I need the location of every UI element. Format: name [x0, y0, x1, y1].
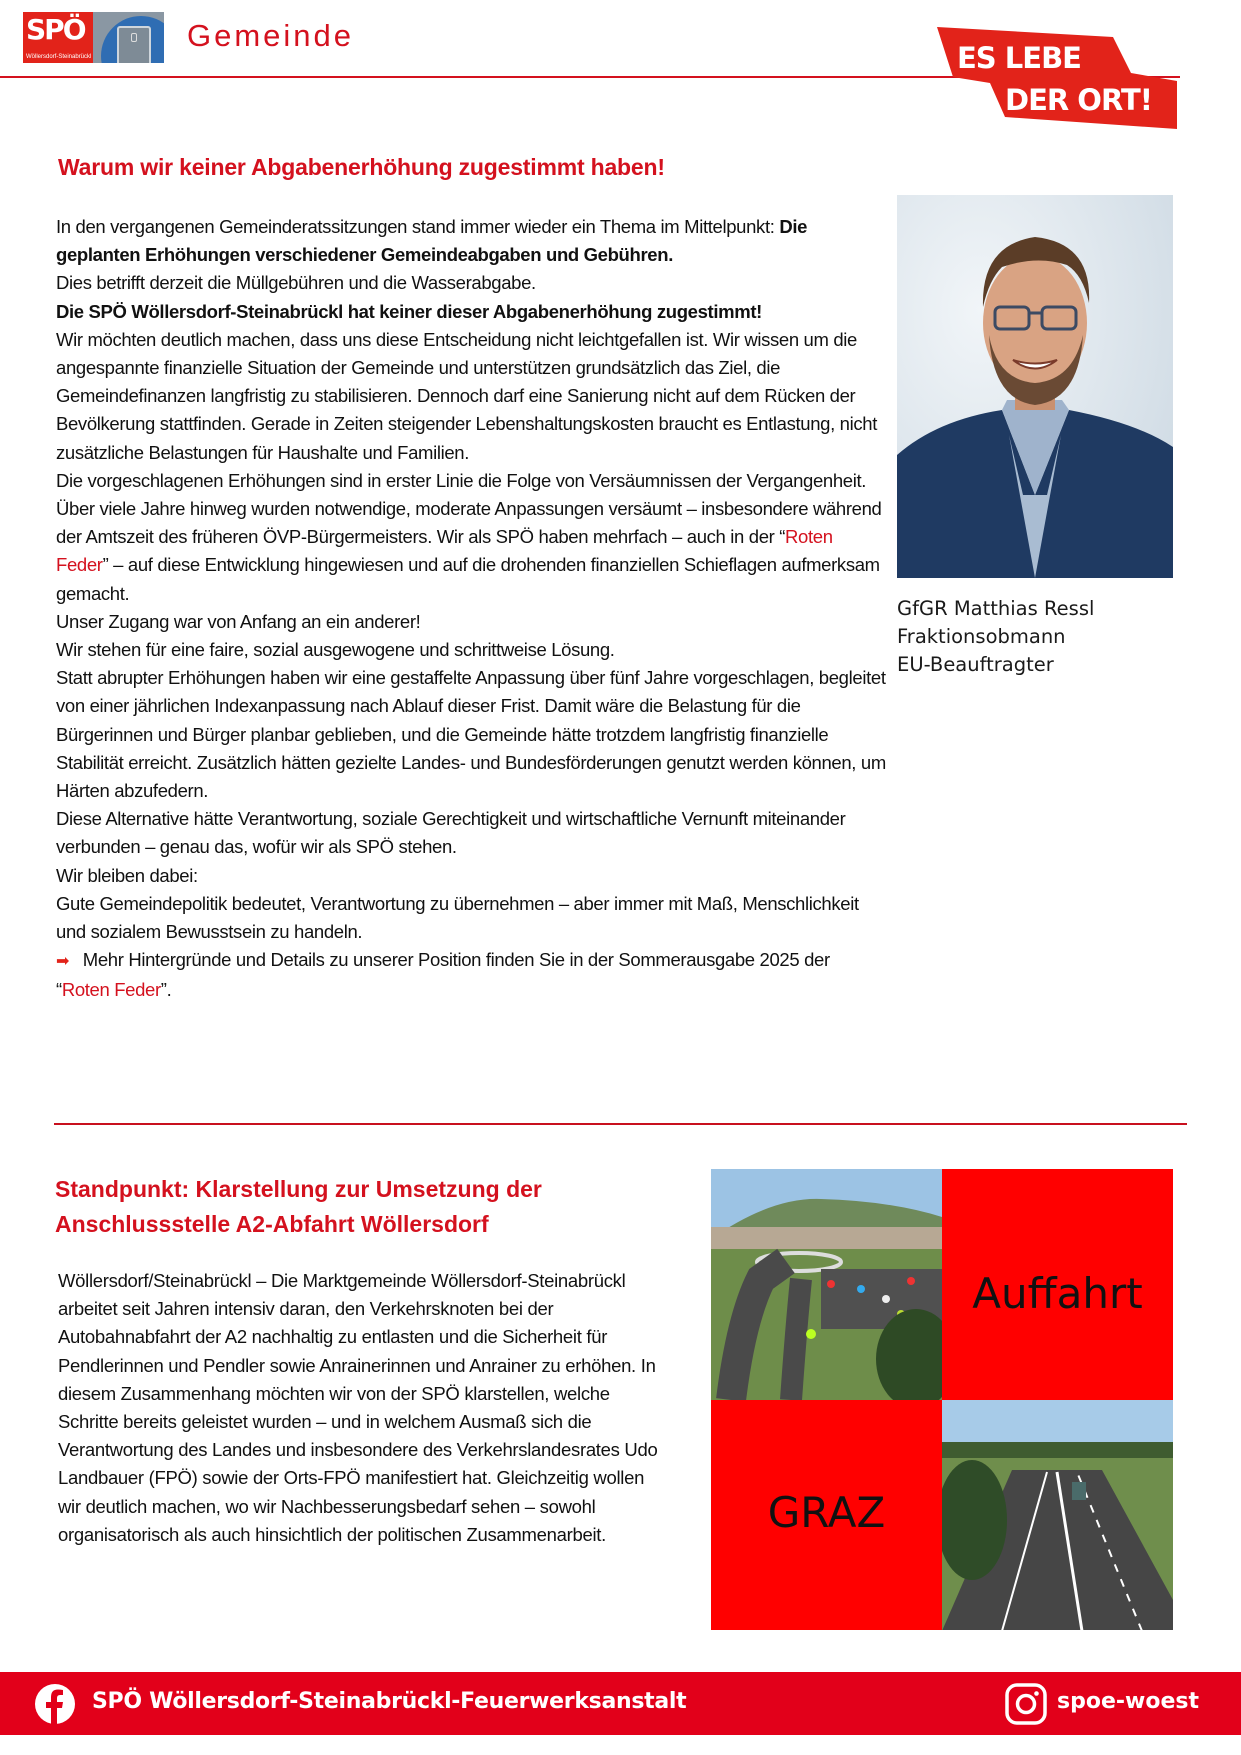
article1-paragraph: Die vorgeschlagenen Erhöhungen sind in erster Linie die Folge von Versäumnissen der Vergangenheit. Über viele Jahre hinweg wurden notwendige, moderate Anpassungen versäumt – insbesondere während der Amtszeit des früheren ÖVP-Bürgermeisters. Wir als SPÖ haben mehrfach – auch in der “Roten Feder” – auf diese Entwicklung hingewiesen und auf die drohenden finanziellen Schieflagen aufmerksam gemacht.	[56, 469, 882, 604]
collage-label-top: Auffahrt	[972, 1269, 1143, 1318]
arrow-right-icon: ➡	[56, 953, 70, 971]
article1-paragraph: Wir möchten deutlich machen, dass uns diese Entscheidung nicht leichtgefallen ist. Wir wissen um die angespannte finanzielle Situation der Gemeinde und unterstützen grundsätzlich das Ziel, die Gemeindefinanzen langfristig zu stabilisieren. Dennoch darf eine Sanierung nicht auf dem Rücken der Bevölkerung stattfinden. Gerade in Zeiten steigender Lebenshaltungskosten braucht es Entlastung, nicht zusätzliche Belastungen für Haushalte und Familien.	[56, 328, 877, 463]
logo-red-block	[23, 12, 93, 63]
roten-feder-link: Roten Feder	[61, 979, 161, 1001]
slogan-banner	[935, 25, 1185, 129]
article1-title: Warum wir keiner Abgabenerhöhung zugestimmt haben!	[58, 154, 665, 180]
article1-paragraph: Gute Gemeindepolitik bedeutet, Verantwortung zu übernehmen – aber immer mit Maß, Menschlichkeit und sozialem Bewusstsein zu handeln.	[56, 892, 859, 943]
article1-paragraph: Wir bleiben dabei:	[56, 864, 198, 886]
facebook-page-link[interactable]: SPÖ Wöllersdorf-Steinabrückl-Feuerwerksanstalt	[92, 1689, 687, 1714]
footer-bar	[0, 1672, 1241, 1735]
slogan-line1: ES LEBE	[957, 41, 1081, 75]
interchange-collage	[711, 1169, 1173, 1630]
instagram-handle-link[interactable]: spoe-woest	[1057, 1689, 1199, 1714]
slogan-line2: DER ORT!	[1005, 83, 1152, 117]
article1-body	[56, 213, 886, 1005]
collage-tile-graz	[711, 1400, 942, 1631]
article2-title: Standpunkt: Klarstellung zur Umsetzung der Anschlussstelle A2-Abfahrt Wöllersdorf	[55, 1176, 542, 1237]
interchange-render-image	[711, 1169, 942, 1400]
roten-feder-link: Roten Feder	[56, 526, 833, 576]
logo-text: SPÖ	[26, 13, 85, 46]
article1-paragraph: In den vergangenen Gemeinderatssitzungen stand immer wieder ein Thema im Mittelpunkt: Die geplanten Erhöhungen verschiedener Gemeindeabgaben und Gebühren.	[56, 216, 808, 266]
logo-subtext: Wöllersdorf-Steinabrückl	[26, 54, 92, 60]
highway-render-image	[942, 1400, 1173, 1631]
portrait-photo	[897, 195, 1173, 578]
article2-body: Wöllersdorf/Steinabrückl – Die Marktgemeinde Wöllersdorf-Steinabrückl arbeitet seit Jahren intensiv daran, den Verkehrsknoten bei der Autobahnabfahrt der A2 nachhaltig zu entlasten und die Sicherheit für Pendlerinnen und Pendler sowie Anrainerinnen und Anrainer zu erhöhen. In diesem Zusammenhang möchten wir von der SPÖ klarstellen, welche Schritte bereits geleistet wurden – und in welchem Ausmaß sich die Verantwortung des Landes und insbesondere des Verkehrslandesrates Udo Landbauer (FPÖ) sowie der Orts-FPÖ manifestiert hat. Gleichzeitig wollen wir deutlich machen, wo wir Nachbesserungsbedarf sehen – sowohl organisatorisch als auch hinsichtlich der politischen Zusammenarbeit.	[58, 1270, 658, 1545]
collage-tile-auffahrt	[942, 1169, 1173, 1400]
collage-label-bottom: GRAZ	[767, 1487, 886, 1537]
logo-building-icon	[93, 12, 164, 63]
article1-paragraph: Statt abrupter Erhöhungen haben wir eine gestaffelte Anpassung über fünf Jahre vorgeschlagen, begleitet von einer jährlichen Indexanpassung nach Ablauf dieser Frist. Damit wäre die Belastung für die Bürgerinnen und Bürger planbar geblieben, und die Gemeinde hätte trotzdem langfristig finanzielle Stabilität erreicht. Zusätzlich hätten gezielte Landes- und Bundesförderungen genutzt werden können, um Härten abzufedern.	[56, 667, 886, 802]
section-title: Gemeinde	[187, 18, 355, 53]
caption-role: EU-Beauftragter	[897, 653, 1054, 676]
article1-paragraph: Diese Alternative hätte Verantwortung, soziale Gerechtigkeit und wirtschaftliche Vernunft miteinander verbunden – genau das, wofür wir als SPÖ stehen.	[56, 808, 846, 858]
portrait-caption	[897, 595, 1094, 679]
party-logo	[23, 12, 164, 63]
article1-paragraph: Wir stehen für eine faire, sozial ausgewogene und schrittweise Lösung.	[56, 639, 615, 661]
caption-name: GfGR Matthias Ressl	[897, 597, 1095, 620]
article1-paragraph: Die SPÖ Wöllersdorf-Steinabrückl hat keiner dieser Abgabenerhöhung zugestimmt!	[56, 300, 762, 322]
caption-role: Fraktionsobmann	[897, 625, 1066, 648]
facebook-icon[interactable]	[35, 1684, 75, 1724]
article1-paragraph: Unser Zugang war von Anfang an ein anderer!	[56, 610, 421, 632]
article1-paragraph: Dies betrifft derzeit die Müllgebühren und die Wasserabgabe.	[56, 272, 536, 294]
section-divider	[54, 1123, 1187, 1125]
article1-paragraph: ➡ Mehr Hintergründe und Details zu unserer Position finden Sie in der Sommerausgabe 2025 der “Roten Feder”.	[56, 949, 830, 1001]
instagram-icon[interactable]	[1005, 1683, 1047, 1725]
